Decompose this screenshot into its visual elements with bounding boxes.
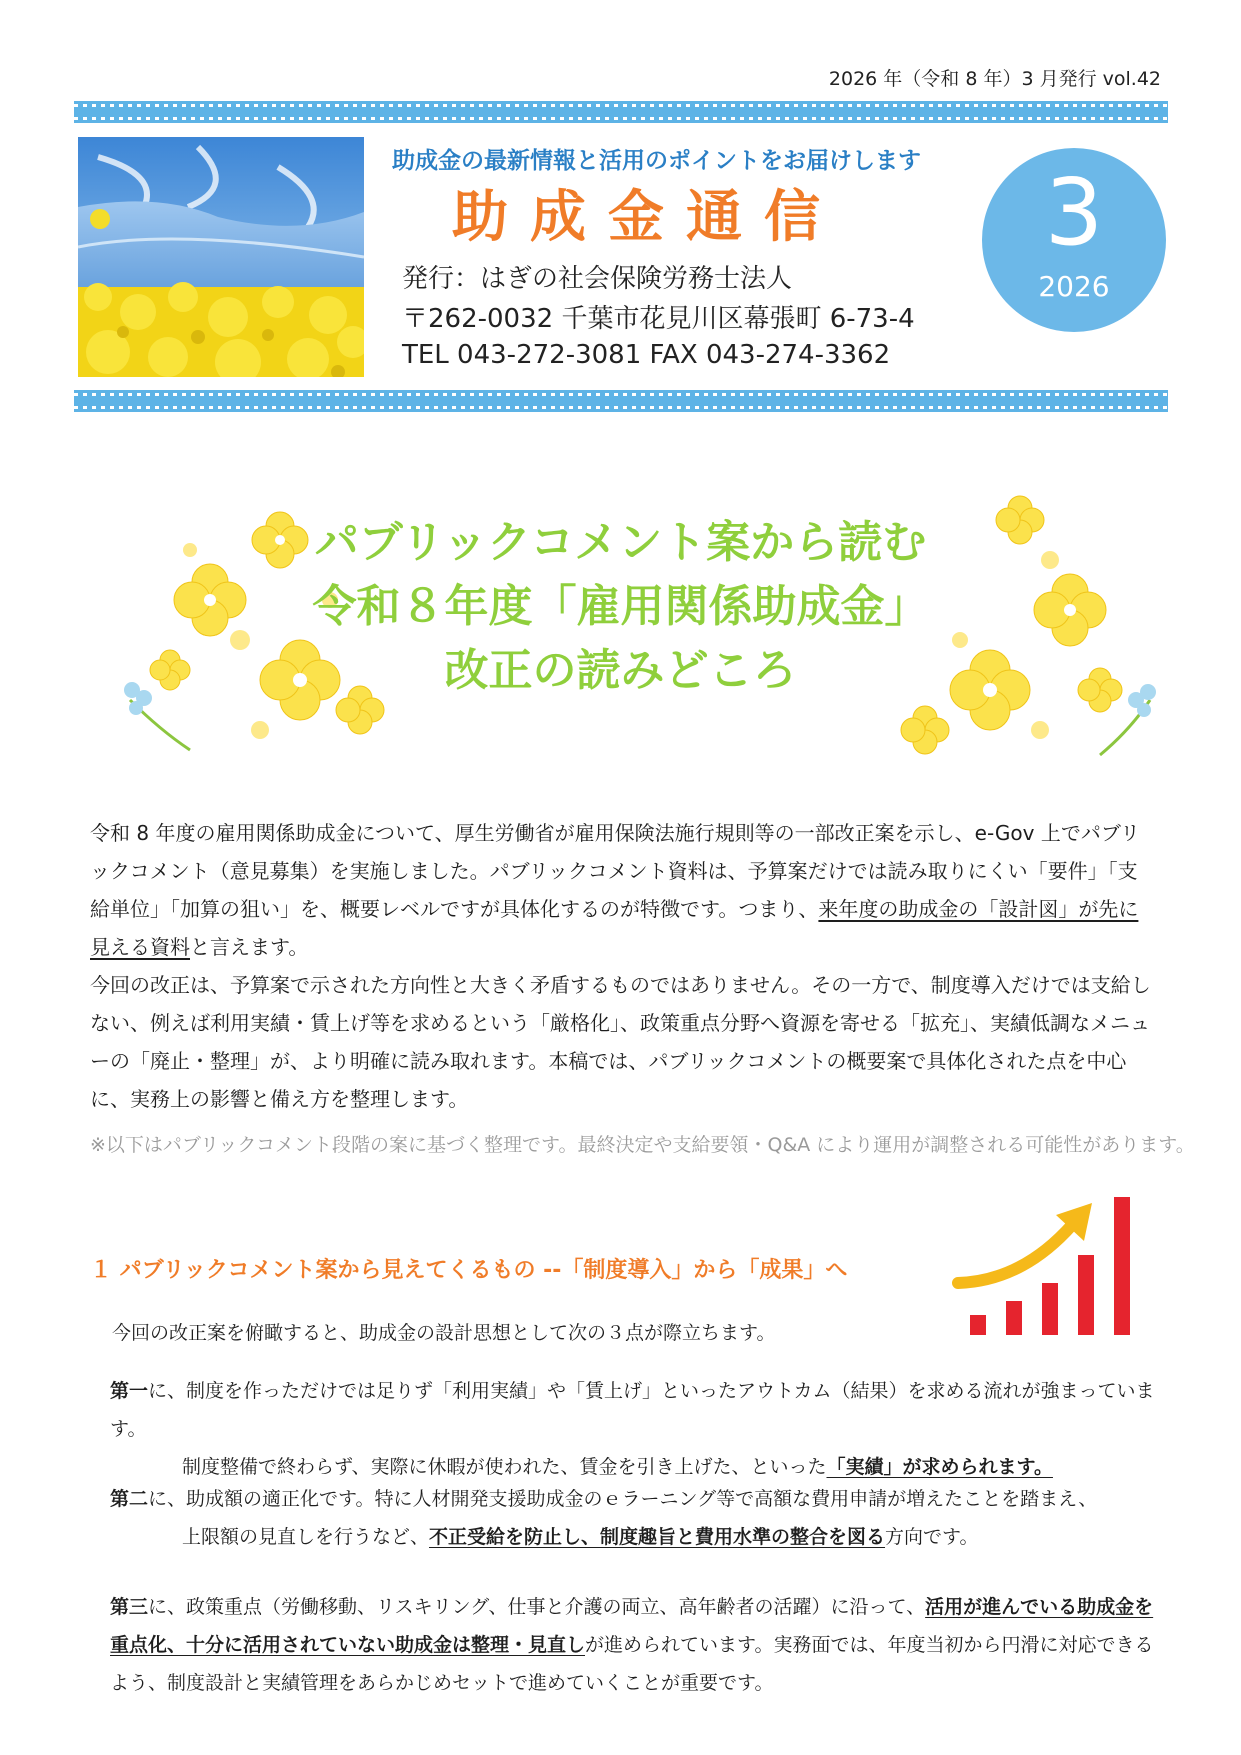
issue-badge: [982, 148, 1166, 332]
point-2-label: 第二: [110, 1488, 149, 1510]
headline-line-1: パブリックコメント案から読む: [314, 517, 927, 568]
section-1-lead: 今回の改正案を俯瞰すると、助成金の設計思想として次の３点が際立ちます。: [112, 1322, 776, 1344]
point-3-text-a: に、政策重点（労働移動、リスキリング、仕事と介護の両立、高年齢者の活躍）に沿って、: [148, 1596, 926, 1618]
point-1: [110, 1372, 1155, 1486]
intro-paragraph-1: [90, 814, 1152, 966]
header-photo: [78, 137, 364, 377]
intro-note: ※以下はパブリックコメント段階の案に基づく整理です。最終決定や支給要領・Q&A により運用が調整される可能性があります。: [90, 1134, 1195, 1156]
contact-line: TEL 043-272-3081 FAX 043-274-3362: [402, 340, 891, 370]
masthead-title: 助成金通信: [452, 185, 842, 250]
point-2-text-c: 方向です。: [885, 1526, 979, 1548]
issue-line: 2026 年（令和 8 年）3 月発行 vol.42: [828, 68, 1161, 90]
growth-chart-icon: [952, 1185, 1154, 1337]
point-2-line-2: [110, 1518, 1155, 1556]
headline-line-3: 改正の読みどころ: [444, 645, 797, 696]
point-1-underline: 「実績」が求められます。: [826, 1456, 1053, 1478]
point-3-text-b: が進められています。実務面では、年度当初から円滑に対応できるよう、制度設計と実績管理をあらかじめセットで進めていくことが重要です。: [110, 1634, 1154, 1694]
point-3-label: 第三: [110, 1596, 149, 1618]
header-tagline: 助成金の最新情報と活用のポイントをお届けします: [392, 148, 921, 174]
point-1-text-b: 制度整備で終わらず、実際に休暇が使われた、賃金を引き上げた、といった: [182, 1456, 827, 1478]
headline-line-2: 令和８年度「雇用関係助成金」: [312, 581, 929, 632]
header-band-bottom: [74, 390, 1168, 412]
section-1-title: １ パブリックコメント案から見えてくるもの --「制度導入」から「成果」へ: [90, 1258, 848, 1283]
point-3: [110, 1588, 1155, 1702]
intro-p1-text-a: 令和 8 年度の雇用関係助成金について、厚生労働省が雇用保険法施行規則等の一部改正案を示し、e-Gov 上でパブリックコメント（意見募集）を実施しました。パブリックコメント資料は、予算案だけでは読み取りにくい「要件」「支給単位」「加算の狙い」を、概要レベルですが具体化するのが特徴です。つまり、: [90, 821, 1141, 921]
intro-paragraph-2: 今回の改正は、予算案で示された方向性と大きく矛盾するものではありません。その一方で、制度導入だけでは支給しない、例えば利用実績・賃上げ等を求めるという「厳格化」、政策重点分野へ資源を寄せる「拡充」、実績低調なメニューの「廃止・整理」が、より明確に読み取れます。本稿では、パブリックコメントの概要案で具体化された点を中心に、実務上の影響と備え方を整理します。: [90, 973, 1151, 1111]
point-2-text-b: 上限額の見直しを行うなど、: [182, 1526, 430, 1548]
point-1-text-a: に、制度を作っただけでは足りず「利用実績」や「賃上げ」といったアウトカム（結果）を求める流れが強まっています。: [110, 1380, 1155, 1440]
intro-p1-text-b: と言えます。: [190, 935, 309, 959]
point-1-label: 第一: [110, 1380, 149, 1402]
address: 〒262-0032 千葉市花見川区幕張町 6-73-4: [402, 304, 915, 334]
point-2-underline: 不正受給を防止し、制度趣旨と費用水準の整合を図る: [429, 1526, 886, 1548]
publisher: 発行：はぎの社会保険労務士法人: [402, 264, 793, 294]
badge-month: 3: [1044, 159, 1104, 266]
badge-year: 2026: [1038, 270, 1110, 303]
intro-p1-underline: 来年度の助成金の「設計図」が先に見える資料: [90, 897, 1139, 959]
header-band-top: [74, 101, 1168, 123]
point-3-underline: 活用が進んでいる助成金を重点化、十分に活用されていない助成金は整理・見直し: [110, 1596, 1154, 1656]
point-2-text-a: に、助成額の適正化です。特に人材開発支援助成金のｅラーニング等で高額な費用申請が増えたことを踏まえ、: [148, 1488, 1098, 1510]
point-2: [110, 1480, 1155, 1556]
